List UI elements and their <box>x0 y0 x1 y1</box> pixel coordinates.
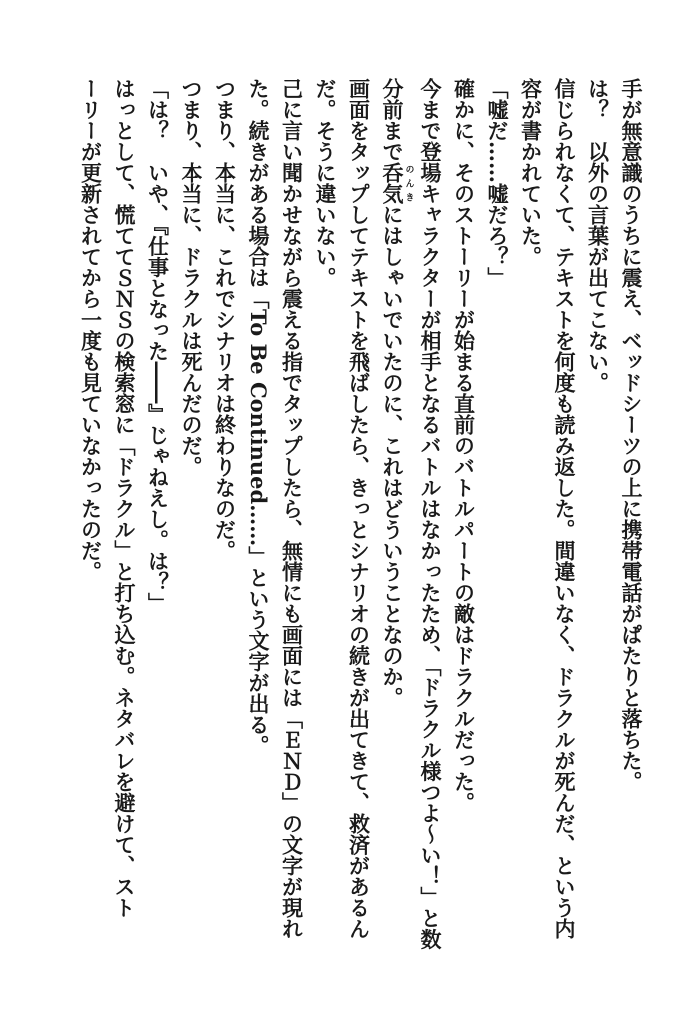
text-line-rest: にはしゃいでいたのに、これはどういうことなのか。 <box>380 204 405 708</box>
ruby-annotation: 呑気のんき <box>380 162 414 204</box>
text-line: 「嘘だ……嘘だろ？」 <box>485 78 510 288</box>
text-line: 己に言い聞かせながら震える指でタップしたら、無情にも画面には「ＥＮＤ」の文字が現れ <box>279 78 305 939</box>
text-line: 画面をタップしてテキストを飛ばしたら、きっとシナリオの続きが出てきて、救済があるん <box>346 78 372 939</box>
text-line: 手が無意識のうちに震え、ベッドシーツの上に携帯電話がぱたりと落ちた。 <box>619 78 644 792</box>
text-line: 確かに、そのストーリーが始まる直前のバトルパートの敵はドラクルだった。 <box>451 78 477 813</box>
text-line: 今まで登場キャラクターが相手となるバトルはなかったため、「ドラクル様つよ～い！」と数 <box>418 78 443 950</box>
text-line: つまり、本当に、これでシナリオは終わりなのだ。 <box>212 78 238 561</box>
vertical-text-body <box>28 78 648 958</box>
text-line: 「は？ いや、『仕事となった――』じゃねえし。は？」 <box>145 78 171 614</box>
text-line: だ。そうに違いない。 <box>313 78 338 288</box>
text-line: 容が書かれていた。 <box>518 78 544 267</box>
text-line: つまり、本当に、ドラクルは死んだのだ。 <box>179 78 204 477</box>
text-line: はっとして、慌ててＳＮＳの検索窓に「ドラクル」と打ち込む。ネタバレを避けて、スト <box>112 78 137 918</box>
text-line: 信じられなくて、テキストを何度も読み返した。間違いなく、ドラクルが死んだ、という内 <box>552 78 577 939</box>
text-line: は？ 以外の言葉が出てこない。 <box>585 78 611 393</box>
text-line: た。続きがある場合は「To Be Continued……」という文字が出る。 <box>246 78 271 757</box>
text-line: ーリーが更新されてから一度も見ていなかったのだ。 <box>78 78 104 582</box>
text-line-with-ruby: 分前まで呑気のんきにはしゃいでいたのに、これはどういうことなのか。 <box>380 78 414 708</box>
